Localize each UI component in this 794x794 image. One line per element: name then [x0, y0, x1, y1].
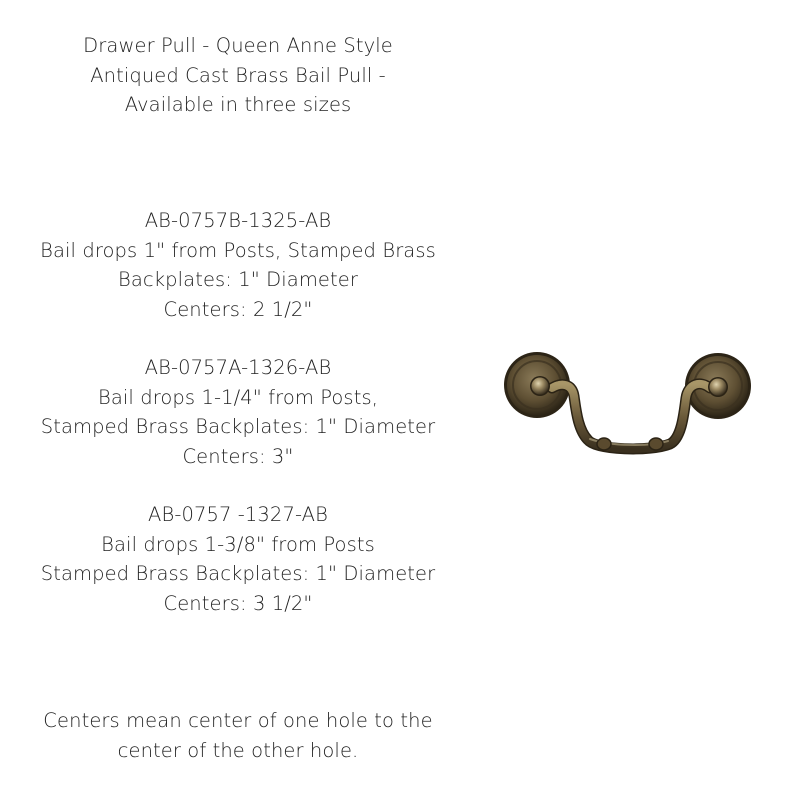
spec-line: Centers: 2 1/2" [163, 297, 313, 321]
bail-drawer-pull-icon [500, 340, 762, 470]
spec-sku: AB-0757B-1325-AB [144, 209, 332, 232]
spec-line: Backplates: 1" Diameter [118, 268, 358, 291]
spec-line: Stamped Brass Backplates: 1" Diameter [40, 562, 436, 585]
spec-line: Stamped Brass Backplates: 1" Diameter [40, 415, 436, 438]
title-line: Drawer Pull - Queen Anne Style [83, 34, 393, 57]
spec-block-small [18, 206, 458, 324]
left-post-icon [530, 376, 550, 396]
footnote-line: center of the other hole. [117, 738, 359, 762]
spec-block-large [18, 500, 458, 618]
spec-block-medium [18, 353, 458, 471]
spec-line: Centers: 3 1/2" [163, 591, 313, 615]
spec-line: Centers: 3" [182, 444, 294, 468]
right-post-icon [708, 377, 728, 397]
title-line: Available in three sizes [124, 93, 352, 116]
spec-line: Bail drops 1-3/8" from Posts [101, 532, 375, 556]
spec-sku: AB-0757A-1326-AB [144, 356, 332, 379]
spec-line: Bail drops 1-1/4" from Posts, [97, 385, 378, 409]
spec-sku: AB-0757 -1327-AB [148, 503, 328, 526]
spec-line: Bail drops 1" from Posts, Stamped Brass [40, 238, 436, 262]
centers-footnote [18, 706, 458, 765]
title-line: Antiqued Cast Brass Bail Pull - [90, 63, 386, 87]
footnote-line: Centers mean center of one hole to the [43, 709, 433, 732]
bail-handle-icon [552, 384, 710, 450]
product-title [18, 31, 458, 120]
